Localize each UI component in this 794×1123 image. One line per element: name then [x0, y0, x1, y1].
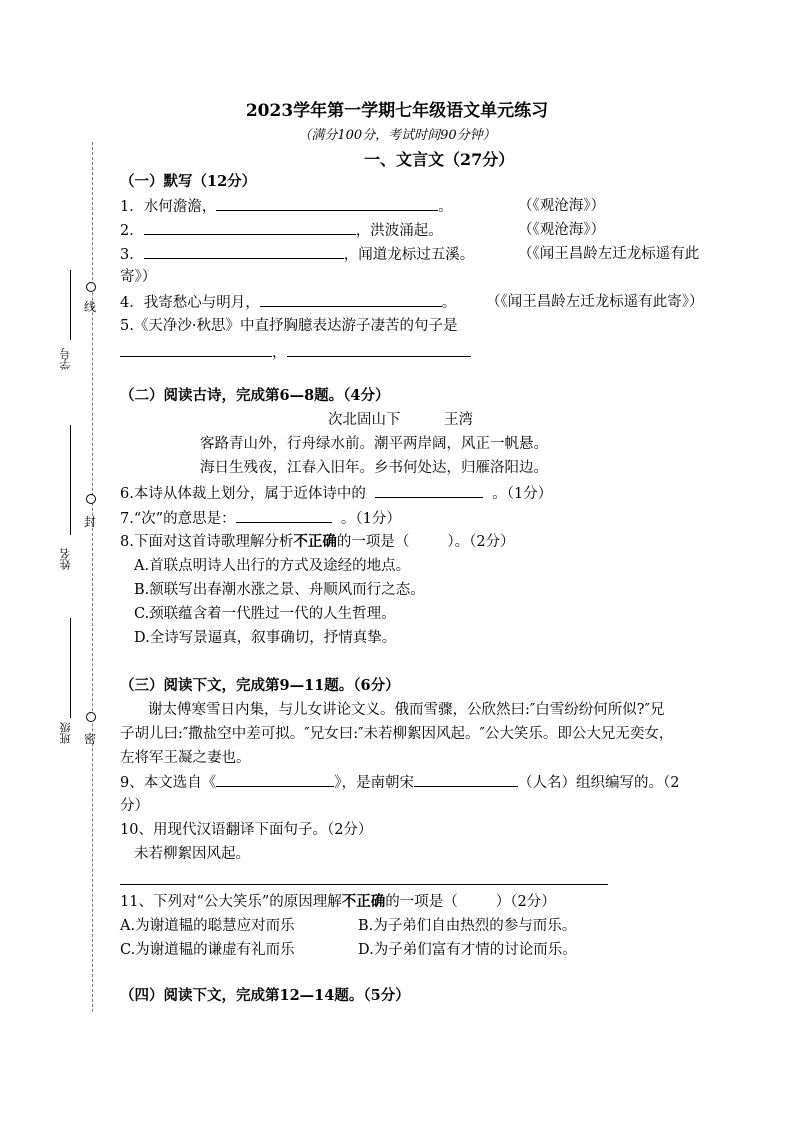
q11-option-b: B.为子弟们自由热烈的参与而乐。 — [358, 918, 577, 934]
q10-text: 10、用现代汉语翻译下面句子。（2分） — [120, 822, 373, 838]
q2-source: （《观沧海》） — [518, 222, 605, 238]
q9 — [120, 772, 679, 793]
sidebar-line-banji — [70, 618, 71, 718]
passage-line-3: 左将军王凝之妻也。 — [120, 750, 251, 766]
q4-end: 。 — [441, 295, 457, 311]
q2-answer-blank[interactable] — [144, 220, 356, 235]
binding-mark-xian: 线 — [84, 300, 97, 314]
q9-mid: 》，是南朝宋 — [334, 775, 414, 791]
q3-source-cont: 寄》） — [120, 269, 157, 285]
section-heading: 一、文言文（27分） — [364, 150, 515, 169]
q1-prefix: 1．水何澹澹， — [120, 199, 217, 215]
q3-answer-blank[interactable] — [144, 244, 344, 259]
q6-answer-blank[interactable] — [375, 483, 483, 498]
sidebar-label-xingming: 姓名 — [59, 548, 72, 570]
q1-answer-blank[interactable] — [216, 196, 438, 211]
q8-bold: 不正确 — [293, 533, 337, 550]
q11-end: ）（2分） — [495, 894, 556, 910]
q8-end: ）。（2分） — [447, 534, 515, 550]
part2-heading: （二）阅读古诗，完成第6—8题。（4分） — [120, 387, 390, 404]
q11-option-c: C.为谢道韫的谦虚有礼而乐 — [120, 942, 295, 958]
q4-prefix: 4．我寄愁心与明月， — [120, 295, 260, 311]
passage-line-1: 谢太傅寒雪日内集，与儿女讲论文义。俄而雪骤，公欣然曰:″白雪纷纷何所似?″兄 — [148, 702, 665, 718]
page-title: 2023学年第一学期七年级语文单元练习 — [245, 101, 549, 121]
q9-answer-blank-person[interactable] — [414, 772, 518, 787]
q11 — [120, 892, 556, 912]
q11-option-d: D.为子弟们富有才情的讨论而乐。 — [358, 942, 577, 958]
q5-answer-blank-1[interactable] — [120, 342, 272, 357]
q8-option-b: B.颔联写出春潮水涨之景、舟顺风而行之态。 — [134, 582, 425, 598]
sidebar-label-xuehao: 学号 — [59, 348, 72, 370]
q7-end: 。（1分） — [340, 511, 401, 527]
binding-circle-xian — [86, 282, 96, 292]
q3-end: ，闻道龙标过五溪。 — [343, 247, 475, 263]
part1-heading: （一）默写（12分） — [120, 173, 257, 190]
passage-line-2: 子胡儿曰:″撒盐空中差可拟。″兄女曰:″未若柳絮因风起。″公大笑乐。即公大兄无奕女， — [120, 726, 674, 742]
q5-comma: ， — [272, 345, 287, 361]
q11-option-a: A.为谢道韫的聪慧应对而乐 — [120, 918, 295, 934]
q1-end: 。 — [438, 199, 453, 215]
q3-prefix: 3． — [120, 247, 144, 263]
poem-line-2: 海日生残夜，江春入旧年。乡书何处达，归雁洛阳边。 — [200, 460, 548, 476]
q6-end: 。（1分） — [492, 486, 553, 502]
binding-dashed-line — [92, 142, 93, 1012]
sidebar-line-xingming — [70, 425, 71, 535]
q6 — [120, 483, 552, 504]
q7 — [120, 508, 401, 529]
q9-cont: 分） — [120, 798, 149, 814]
q2 — [120, 220, 443, 241]
part3-heading: （三）阅读下文，完成第9—11题。（6分） — [120, 677, 400, 694]
q3 — [120, 244, 474, 265]
q5-answer-blank-2[interactable] — [287, 342, 471, 357]
binding-mark-mi: 密 — [84, 732, 97, 746]
q11-prefix: 11、下列对“公大笑乐”的原因理解 — [120, 894, 342, 910]
poem-author: 王湾 — [444, 412, 473, 428]
poem-title: 次北固山下 — [328, 412, 401, 428]
q10-sentence: 未若柳絮因风起。 — [134, 846, 250, 862]
q1-source: （《观沧海》） — [518, 198, 605, 214]
part4-heading: （四）阅读下文，完成第12—14题。（5分） — [120, 987, 410, 1004]
sidebar-line-xuehao — [70, 270, 71, 340]
binding-circle-feng — [86, 494, 96, 504]
q4-answer-blank[interactable] — [260, 292, 442, 307]
q9-end: （人名）组织编写的。（2 — [517, 775, 680, 791]
q7-answer-blank[interactable] — [236, 508, 332, 523]
q3-source: （《闻王昌龄左迁龙标遥有此 — [518, 246, 700, 262]
q2-end: ，洪波涌起。 — [355, 223, 443, 239]
q8 — [120, 532, 515, 552]
q4 — [120, 292, 456, 313]
q5-answer-line — [120, 342, 471, 363]
q8-option-d: D.全诗写景逼真，叙事确切，抒情真挚。 — [134, 630, 397, 646]
q4-source: （《闻王昌龄左迁龙标遥有此寄》） — [486, 294, 704, 310]
q5-text: 5.《天净沙·秋思》中直抒胸臆表达游子凄苦的句子是 — [120, 318, 458, 334]
q7-text: 7.“次”的意思是： — [120, 511, 236, 527]
poem-line-1: 客路青山外，行舟绿水前。潮平两岸阔，风正一帆悬。 — [200, 436, 548, 452]
q9-answer-blank-book[interactable] — [216, 772, 334, 787]
binding-mark-feng: 封 — [84, 515, 97, 529]
page-subtitle: （满分100分，考试时间90分钟） — [298, 128, 496, 143]
binding-circle-mi — [86, 712, 96, 722]
q11-suffix: 的一项是（ — [385, 894, 458, 910]
q2-prefix: 2． — [120, 223, 144, 239]
q9-prefix: 9、本文选自《 — [120, 775, 217, 791]
q1 — [120, 196, 453, 217]
q11-bold: 不正确 — [341, 893, 386, 910]
q8-option-a: A.首联点明诗人出行的方式及途经的地点。 — [134, 558, 411, 574]
q8-prefix: 8.下面对这首诗歌理解分析 — [120, 534, 294, 550]
q8-suffix: 的一项是（ — [336, 534, 410, 550]
q10-answer-line[interactable] — [120, 884, 608, 885]
q8-option-c: C.颈联蕴含着一代胜过一代的人生哲理。 — [134, 606, 396, 622]
sidebar-label-banji: 班级 — [59, 722, 72, 744]
q6-text: 6.本诗从体裁上划分，属于近体诗中的 — [120, 486, 366, 502]
